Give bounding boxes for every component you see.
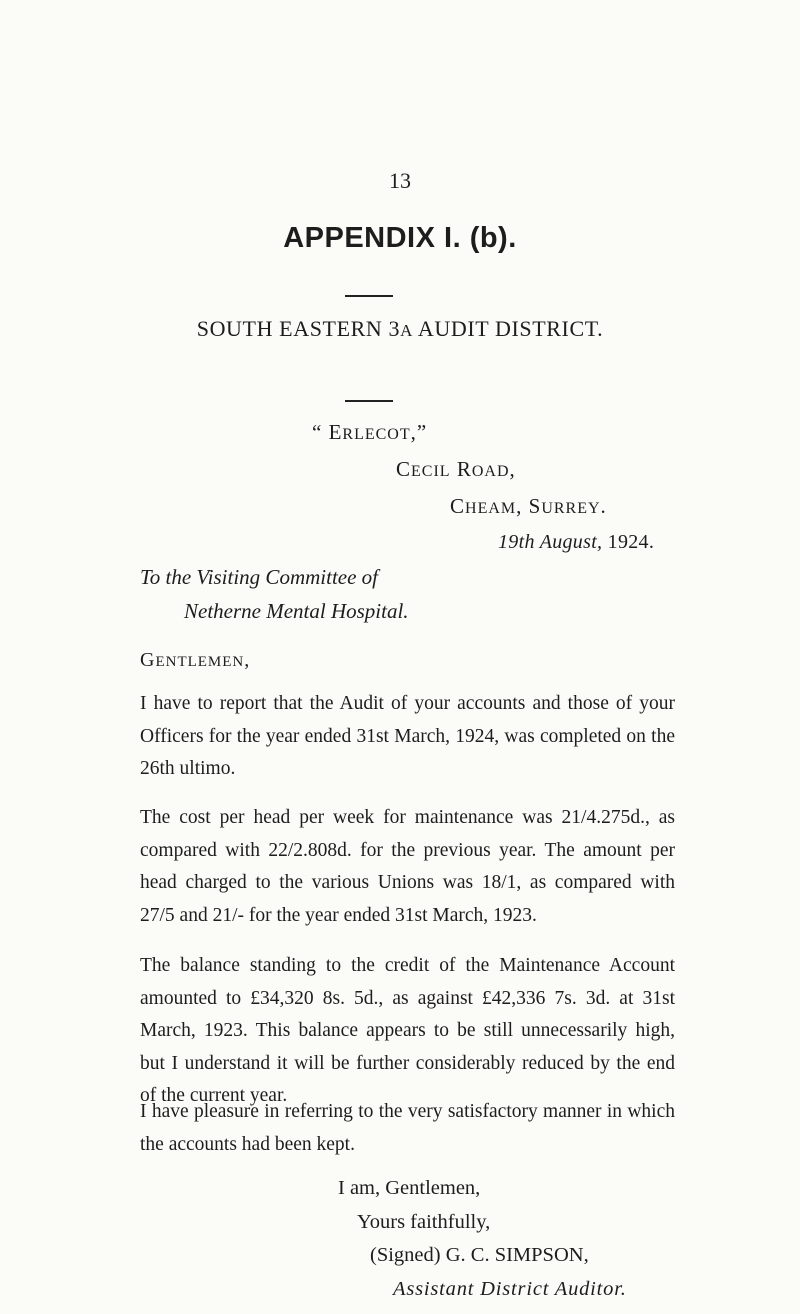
signature-line: (Signed) G. C. SIMPSON, xyxy=(370,1244,589,1266)
signatory-title: Assistant District Auditor. xyxy=(393,1278,627,1300)
recipient-line-2: Netherne Mental Hospital. xyxy=(184,599,409,623)
address-text: ECIL xyxy=(411,463,451,480)
letter-date-day: 19th August, xyxy=(498,531,603,553)
district-heading xyxy=(0,316,800,342)
address-text: HEAM xyxy=(465,500,517,517)
address-line-town xyxy=(450,494,607,519)
letter-date xyxy=(498,531,654,554)
address-text: ,” xyxy=(410,420,428,444)
paragraph-balance: The balance standing to the credit of the Maintenance Account amounted to £34,320 8s. 5d., as against £42,336 7s. 3d. at 31st March, 1923. This balance appears to be still unnecessarily high, but I understand it will be further considerably reduced by the end of the current year. xyxy=(140,955,675,1106)
closing-line-2: Yours faithfully, xyxy=(357,1211,491,1233)
closing-line-1: I am, Gentlemen, xyxy=(338,1177,481,1199)
district-heading-rest: AUDIT DISTRICT. xyxy=(412,316,604,341)
salutation-text: G xyxy=(140,649,156,671)
page-number: 13 xyxy=(389,168,411,193)
address-text: , S xyxy=(516,494,542,518)
address-text: . xyxy=(600,494,607,518)
address-text: RLECOT xyxy=(342,426,411,443)
address-text: C xyxy=(450,494,466,518)
address-text: C xyxy=(396,457,412,481)
address-text: , xyxy=(509,457,516,481)
salutation xyxy=(140,649,250,672)
address-text: OAD xyxy=(471,463,510,480)
district-heading-prefix: SOUTH EASTERN 3 xyxy=(196,316,401,341)
divider-rule xyxy=(345,295,393,297)
address-text: URREY xyxy=(541,500,601,517)
salutation-text: , xyxy=(244,649,251,671)
recipient-line-1: To the Visiting Committee of xyxy=(140,565,379,589)
paragraph-maintenance-cost: The cost per head per week for maintenance was 21/4.275d., as compared with 22/2.808d. for the previous year. The amount per head charged to the various Unions was 18/1, as compared with 27/5 and 21/- for the year ended 31st March, 1923. xyxy=(140,807,675,926)
divider-rule xyxy=(345,400,393,402)
letter-date-year: 1924. xyxy=(602,531,655,553)
address-text: R xyxy=(450,457,472,481)
paragraph-accounts-kept: I have pleasure in referring to the very satisfactory manner in which the accounts had been kept. xyxy=(140,1101,675,1155)
appendix-title: APPENDIX I. (b). xyxy=(283,222,517,254)
address-text: “ E xyxy=(312,420,343,444)
address-line-road xyxy=(396,457,516,482)
address-line-house xyxy=(312,420,427,445)
paragraph-audit-report: I have to report that the Audit of your accounts and those of your Officers for the year ended 31st March, 1924, was completed on the 26th ultimo. xyxy=(140,693,675,779)
salutation-text: ENTLEMEN xyxy=(155,654,245,670)
district-heading-suffix: A xyxy=(400,321,413,340)
